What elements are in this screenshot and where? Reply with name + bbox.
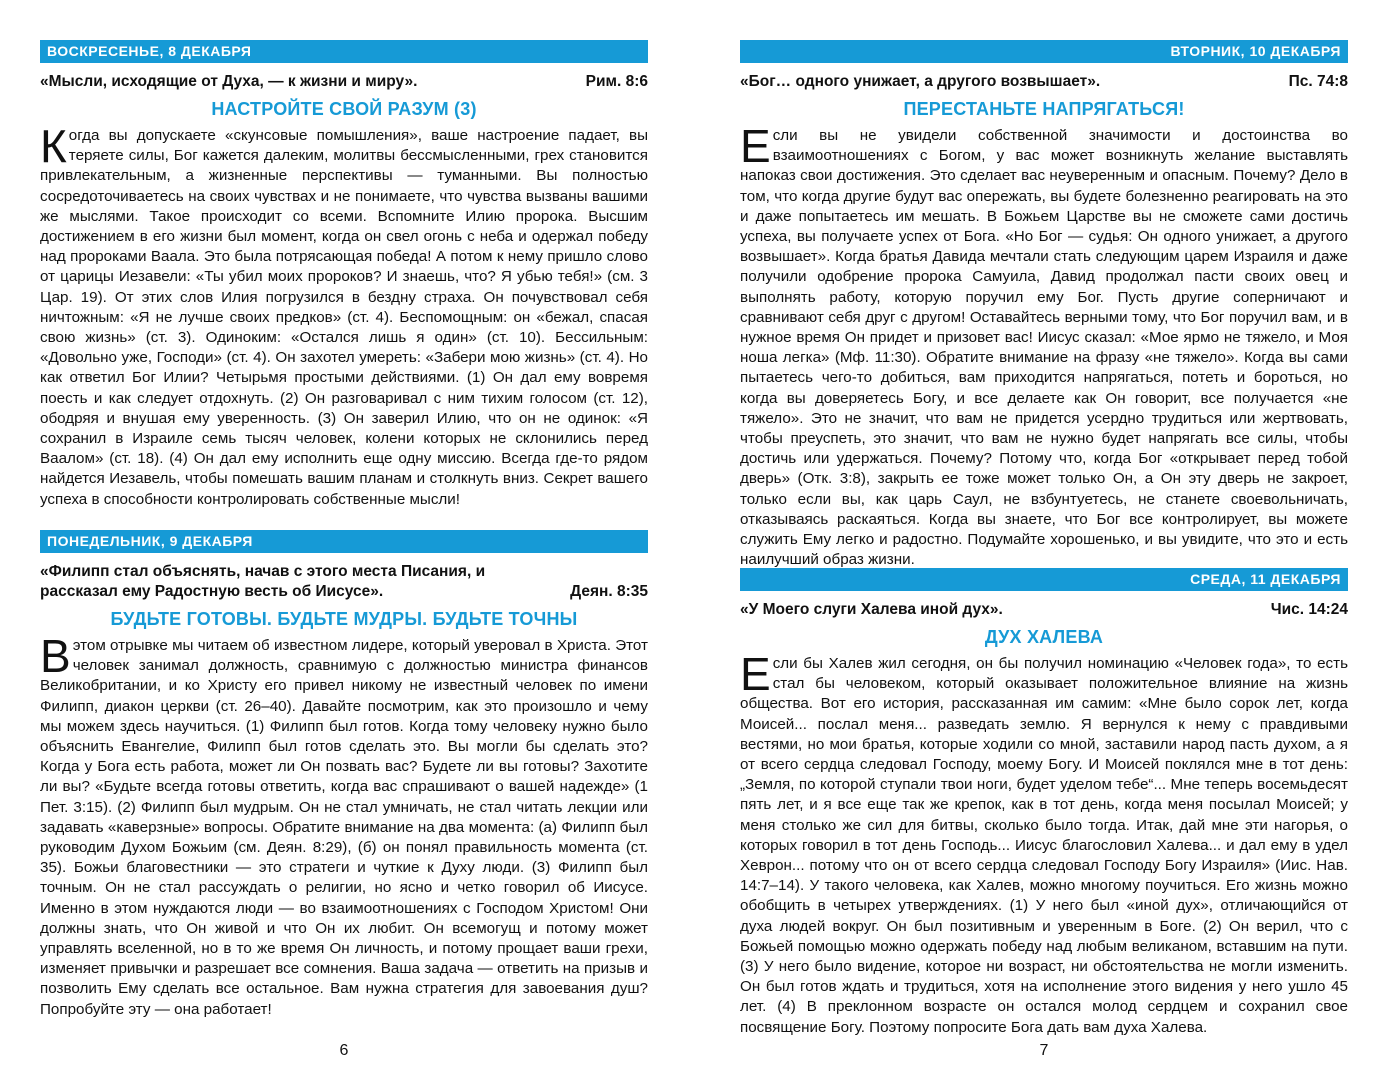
devotion-entry-dec-9 <box>40 530 648 1020</box>
entry-body-text: этом отрывке мы читаем об известном лидере, который уверовал в Христа. Этот человек занимал должность, сравнимую с должностью министра финансов Великобритании, и ко Христу его привел никому не известный человек по имени Филипп, диакон церкви (ст. 26–40). Давайте посмотрим, как это произошло и чему мы можем здесь научиться. (1) Филипп был готов. Когда тому человеку нужно было объяснить Евангелие, Филипп был готов сделать это. Вы могли бы сделать это? Когда у Бога есть работа, может ли Он позвать вас? Будете ли вы готовы? Захотите ли вы? «Будьте всегда готовы ответить, когда вас спрашивают о вашей надежде» (1 Пет. 3:15). (2) Филипп был мудрым. Он не стал умничать, не стал читать лекции или задавать «каверзные» вопросы. Обратите внимание на два момента: (а) Филипп был руководим Духом Божьим (см. Деян. 8:29), (б) он понял правильность момента (ст. 35). Божьи благовестники — это стратеги и чуткие к Духу люди. (3) Филипп был точным. Он не стал рассуждать о религии, но ясно и четко говорил об Иисусе. Именно в этом нуждаются люди — во взаимоотношениях с Господом Христом! Они должны знать, что Он живой и что Он их любит. Он всемогущ и потому может управлять вселенной, но в то же время Он личность, и потому прощает ваши грехи, изменяет привычки и разрешает все сомнения. Ваша задача — ответить на призыв и позволить Ему сделать все остальное. Вам нужна стратегия для завоевания душ? Попробуйте эту — она работает! <box>40 637 648 1018</box>
verse-reference: Рим. 8:6 <box>585 73 648 90</box>
entry-body <box>40 630 648 1020</box>
verse-quote: «Филипп стал объяснять, начав с этого места Писания, и рассказал ему Радостную весть об Иисусе». <box>40 563 486 600</box>
drop-cap: В <box>40 630 71 682</box>
drop-cap: Е <box>740 648 771 700</box>
verse-reference: Деян. 8:35 <box>570 583 648 600</box>
left-page <box>40 0 648 1080</box>
devotion-entry-dec-8 <box>40 40 648 510</box>
verse-row <box>40 562 648 602</box>
entry-title: ПЕРЕСТАНЬТЕ НАПРЯГАТЬСЯ! <box>903 99 1185 119</box>
verse-row <box>740 72 1348 92</box>
day-header: ВОСКРЕСЕНЬЕ, 8 ДЕКАБРЯ <box>40 40 648 63</box>
verse-quote: «У Моего слуги Халева иной дух». <box>740 601 1003 618</box>
verse-row <box>740 600 1348 620</box>
entry-body <box>740 120 1348 570</box>
entry-body <box>740 648 1348 1038</box>
entry-title: ДУХ ХАЛЕВА <box>984 627 1104 647</box>
drop-cap: К <box>40 120 67 172</box>
entry-body-text: сли бы Халев жил сегодня, он бы получил номинацию «Человек года», то есть стал бы человеком, который оказывает положительное влияние на жизнь общества. Вот его история, рассказанная им самим: «Мне было сорок лет, когда Моисей... послал меня... разведать землю. Я вернулся к нему с правдивыми вестями, но мои братья, которые ходили со мной, заставили народ пасть духом, а я от всего сердца следовал Господу, моему Богу. И Моисей поклялся мне в тот день: „Земля, по которой ступали твои ноги, будет уделом тебе“... Мне теперь восемьдесят пять лет, и я все еще так же крепок, как в тот день, когда меня посылал Моисей; у меня столько же сил для битвы, сколько было тогда. Итак, дай мне эти нагорья, о которых говорил в тот день Господь... Иисус благословил Халева... и дал ему в удел Хеврон... потому что он от всего сердца следовал Господу Богу Израиля» (Иис. Нав. 14:7–14). У такого человека, как Халев, можно многому поучиться. Его жизнь можно обобщить в четырех утверждениях. (1) У него был «иной дух», отличающийся от духа людей вокруг. Он был позитивным и уверенным в Боге. (2) Он верил, что с Божьей помощью можно одержать победу над любым великаном, вставшим на пути. (3) У него было видение, которое ни возраст, ни обстоятельства не могли изменить. Он был готов ждать и трудиться, хотя на исполнение этого видения у него ушло 45 лет. (4) В преклонном возрасте он остался молод сердцем и сохранил свое посвящение Богу. Поэтому попросите Бога дать вам духа Халева. <box>740 655 1348 1036</box>
entry-title: НАСТРОЙТЕ СВОЙ РАЗУМ (3) <box>211 99 477 119</box>
page-number: 6 <box>339 1042 349 1059</box>
day-header: ВТОРНИК, 10 ДЕКАБРЯ <box>740 40 1348 63</box>
day-header: ПОНЕДЕЛЬНИК, 9 ДЕКАБРЯ <box>40 530 648 553</box>
devotion-entry-dec-11 <box>740 568 1348 1038</box>
verse-reference: Чис. 14:24 <box>1270 601 1348 618</box>
verse-row <box>40 72 648 92</box>
verse-reference: Пс. 74:8 <box>1288 73 1348 90</box>
verse-quote: «Мысли, исходящие от Духа, — к жизни и миру». <box>40 73 418 90</box>
page-number: 7 <box>1039 1042 1049 1059</box>
entry-body-text: сли вы не увидели собственной значимости и достоинства во взаимоотношениях с Богом, у вас может возникнуть желание выставлять напоказ свои достижения. Это сделает вас неуверенным и опасным. Почему? Дело в том, что когда другие будут вас опережать, вы будете болезненно реагировать на это и даже попытаетесь им мешать. В Божьем Царстве вы не сможете сами достичь успеха, вы получаете успех от Бога. «Но Бог — судья: Он одного унижает, а другого возвышает». Когда братья Давида мечтали стать следующим царем Израиля и даже получили одобрение пророка Самуила, Давид продолжал пасти своих овец и выполнять работу, которую поручил ему Бог. Пусть другие соперничают и сравнивают себя друг с другом! Оставайтесь верными тому, что Бог поручил вам, и в нужное время Он придет и призовет вас! Иисус сказал: «Мое ярмо не тяжело, и Моя ноша легка» (Мф. 11:30). Обратите внимание на фразу «не тяжело». Когда вы сами пытаетесь чего-то добиться, вам приходится напрягаться, потеть и бороться, но когда вы доверяетесь Богу, и все делаете как Он говорит, все получается «не тяжело». Это не значит, что вам не придется усердно трудиться или жертвовать, чтобы преуспеть, это значит, что вам не нужно будет напрягать все силы, чтобы достичь или удержаться. Почему? Потому что, когда Бог «открывает перед тобой дверь» (Отк. 3:8), закрыть ее тоже может только Он, а Он эту дверь не закроет, только если вы, как царь Саул, не взбунтуетесь, не станете своевольничать, отказываясь раскаяться. Когда вы знаете, что Бог все контролирует, вы можете служить Ему легко и радостно. Подумайте хорошенько, и вы увидите, что это и есть наилучший образ жизни. <box>740 127 1348 569</box>
entry-body-text: огда вы допускаете «скунсовые помышления», ваше настроение падает, вы теряете силы, Бог кажется далеким, молитвы бессмысленными, грех становится привлекательным, а жизненные перспективы — туманными. Вы полностью сосредоточиваетесь на своих чувствах и не понимаете, что чувства вызваны вашими же мыслями. Такое происходит со всеми. Вспомните Илию пророка. Высшим достижением в его жизни был момент, когда он свел огонь с неба и одержал победу над пророками Ваала. Это была потрясающая победа! А потом к нему пришло слово от царицы Иезавели: «Ты убил моих пророков? И знаешь, что? Я убью тебя!» (см. 3 Цар. 19). От этих слов Илия погрузился в бездну страха. Он почувствовал себя ничтожным: «Я не лучше своих предков» (ст. 4). Беспомощным: он «бежал, спасая свою жизнь» (ст. 3). Одиноким: «Остался лишь я один» (ст. 10). Бессильным: «Довольно уже, Господи» (ст. 4). Он захотел умереть: «Забери мою жизнь» (ст. 4). Но как ответил Бог Илии? Четырьмя простыми действиями. (1) Он дал ему вовремя поесть и как следует отдохнуть. (2) Он разговаривал с ним тихим голосом (ст. 12), ободряя и внушая ему уверенность. (3) Он заверил Илию, что он не одинок: «Я сохранил в Израиле семь тысяч человек, колени которых не склонились перед Ваалом» (ст. 18). (4) Он дал ему исполнить еще одну миссию. Всегда где-то рядом найдется Иезавель, чтобы помешать вашим планам и столкнуть вниз. Секрет вашего успеха в способности контролировать собственные мысли! <box>40 127 648 508</box>
verse-quote: «Бог… одного унижает, а другого возвышает». <box>740 73 1101 90</box>
entry-body <box>40 120 648 510</box>
devotion-entry-dec-10 <box>740 40 1348 570</box>
day-header: СРЕДА, 11 ДЕКАБРЯ <box>740 568 1348 591</box>
drop-cap: Е <box>740 120 771 172</box>
right-page <box>740 0 1348 1080</box>
entry-title: БУДЬТЕ ГОТОВЫ. БУДЬТЕ МУДРЫ. БУДЬТЕ ТОЧНЫ <box>110 609 578 629</box>
